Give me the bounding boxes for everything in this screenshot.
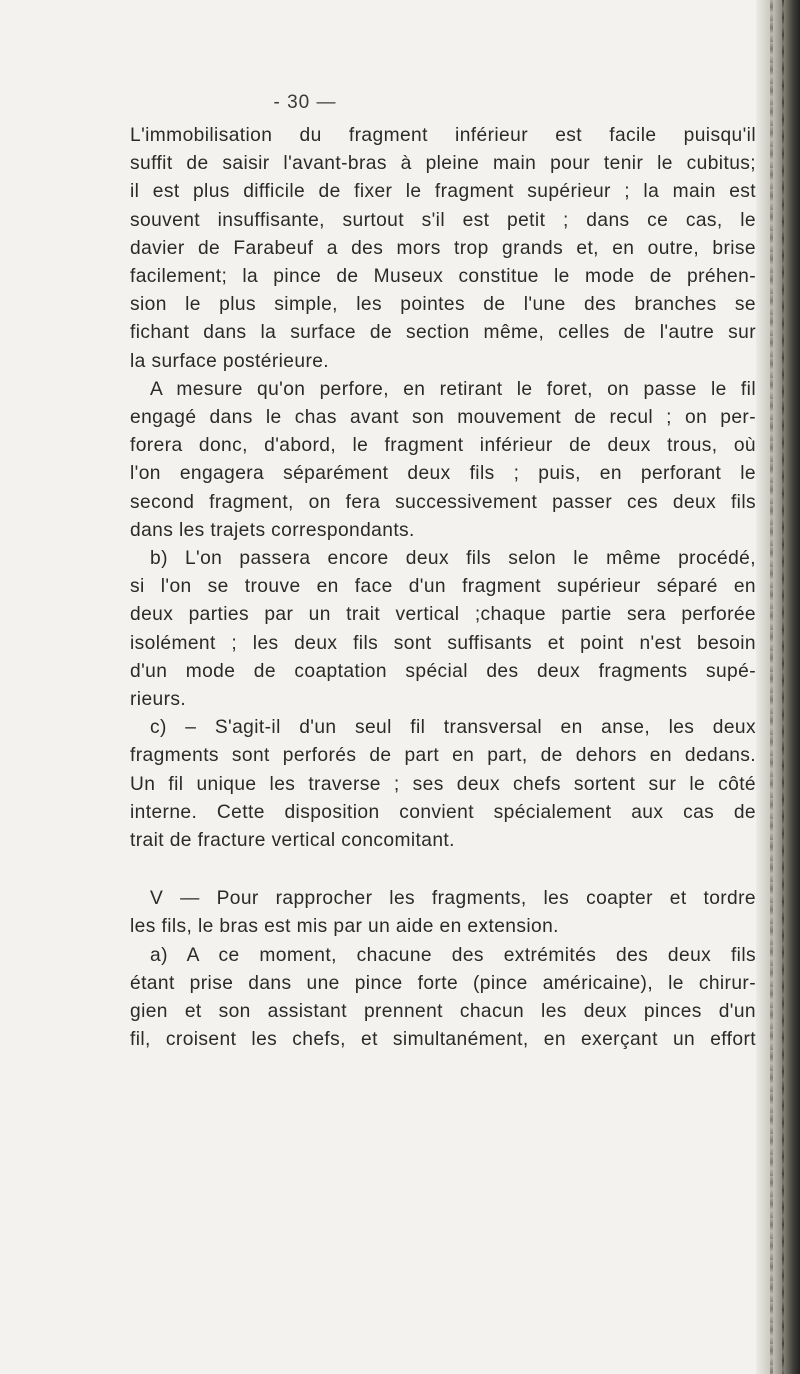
text-line: davier de Farabeuf a des mors trop grands et, en outre, brise [130, 237, 756, 259]
body-text [130, 122, 756, 1055]
text-line: L'immobilisation du fragment inférieur est facile puisqu'il [130, 125, 756, 146]
text-line: trait de fracture vertical concomitant. [130, 830, 455, 852]
paragraph-2 [130, 376, 756, 545]
text-line: fragments sont perforés de part en part, de dehors en dedans. [130, 745, 756, 767]
text-line: c) – S'agit-il d'un seul fil transversal en anse, les deux [150, 717, 756, 739]
text-line: la surface postérieure. [130, 350, 330, 372]
text-line: deux parties par un trait vertical ;chaque partie sera perforée [130, 604, 756, 626]
text-line: fichant dans la surface de section même, celles de l'autre sur [130, 322, 756, 344]
text-line: interne. Cette disposition convient spécialement aux cas de [130, 801, 756, 823]
text-line: sion le plus simple, les pointes de l'une des branches se [130, 294, 756, 316]
book-spine-edge [756, 0, 800, 1374]
text-line: gien et son assistant prennent chacun les deux pinces d'un [130, 1001, 756, 1023]
text-line: facilement; la pince de Museux constitue le mode de préhen- [130, 266, 756, 288]
paragraph-gap [130, 855, 756, 885]
text-line: dans les trajets correspondants. [130, 519, 415, 541]
text-line: étant prise dans une pince forte (pince américaine), le chirur- [130, 972, 756, 994]
text-line: Un fil unique les traverse ; ses deux chefs sortent sur le côté [130, 773, 756, 795]
page-number: - 30 — [273, 92, 337, 113]
paragraph-4 [130, 714, 756, 855]
text-line: les fils, le bras est mis par un aide en extension. [130, 916, 559, 938]
text-line: fil, croisent les chefs, et simultanément, en exerçant un effort [130, 1029, 756, 1051]
text-line: V — Pour rapprocher les fragments, les coapter et tordre [150, 888, 756, 910]
text-line: il est plus difficile de fixer le fragment supérieur ; la main est [130, 181, 756, 203]
text-line: rieurs. [130, 689, 187, 711]
paragraph-5 [130, 885, 756, 1054]
text-line: suffit de saisir l'avant-bras à pleine main pour tenir le cubitus; [130, 153, 756, 175]
text-line: a) A ce moment, chacune des extrémités des deux fils [150, 944, 756, 966]
text-line: second fragment, on fera successivement passer ces deux fils [130, 491, 756, 513]
text-line: souvent insuffisante, surtout s'il est petit ; dans ce cas, le [130, 209, 756, 231]
text-line: engagé dans le chas avant son mouvement de recul ; on per- [130, 407, 756, 429]
text-line: forera donc, d'abord, le fragment inférieur de deux trous, où [130, 435, 756, 457]
text-line: b) L'on passera encore deux fils selon le même procédé, [150, 548, 756, 570]
text-line: isolément ; les deux fils sont suffisants et point n'est besoin [130, 632, 756, 654]
paragraph-1 [130, 122, 756, 376]
text-line: A mesure qu'on perfore, en retirant le foret, on passe le fil [150, 378, 756, 400]
text-line: l'on engagera séparément deux fils ; puis, en perforant le [130, 463, 756, 485]
text-line: d'un mode de coaptation spécial des deux fragments supé- [130, 660, 756, 682]
paragraph-3 [130, 545, 756, 714]
text-line: si l'on se trouve en face d'un fragment supérieur séparé en [130, 576, 756, 598]
